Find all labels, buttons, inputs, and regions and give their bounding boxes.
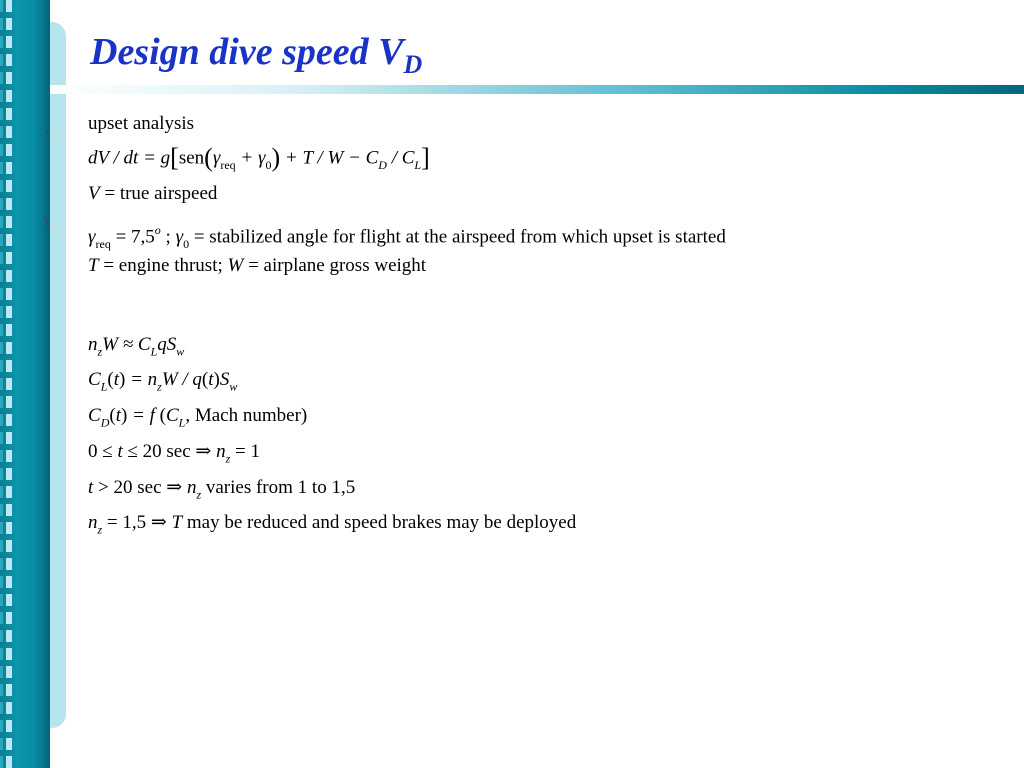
equation-nz-w: $n_zW \approx C_LqS_w$ (88, 334, 185, 359)
definition-v: V = true airspeed (88, 183, 218, 204)
upset-analysis-heading: upset analysis (88, 113, 195, 134)
definition-t-w: T = engine thrust; W = airplane gross weight (88, 255, 427, 276)
bullet-mark-1: · (44, 122, 51, 144)
title-underline-gradient (50, 85, 1024, 94)
definition-gamma: $\gamma_{req} = 7,5^o$ ; $\gamma_0$ = stabilized angle for flight at the airspeed from which upset is started (88, 223, 726, 251)
slide-title: Design dive speed $V_D$ (90, 31, 423, 80)
equation-nz-1-5: $n_z = 1,5$ ⇒ T may be reduced and speed brakes may be deployed (88, 512, 577, 537)
equation-t-under-20: 0 ≤ t ≤ 20 sec ⇒ $n_z = 1$ (88, 441, 260, 466)
equation-cd: $C_D(t) = f$ ($C_L$, Mach number) (88, 405, 308, 430)
left-dash-strip-outer (0, 0, 3, 768)
left-light-panel (50, 22, 66, 728)
equation-dv-dt: dV / dt = $g[sen(\gamma_{req} + \gamma_0) + T / W - C_D / C_L]$ (88, 143, 430, 172)
equation-cl: $C_L(t) = n_zW / q(t)S_w$ (88, 369, 238, 394)
equation-t-over-20: t > 20 sec ⇒ $n_z$ varies from 1 to 1,5 (88, 477, 356, 502)
left-dash-strip (6, 0, 12, 768)
bullet-mark-2: \ (44, 212, 50, 234)
